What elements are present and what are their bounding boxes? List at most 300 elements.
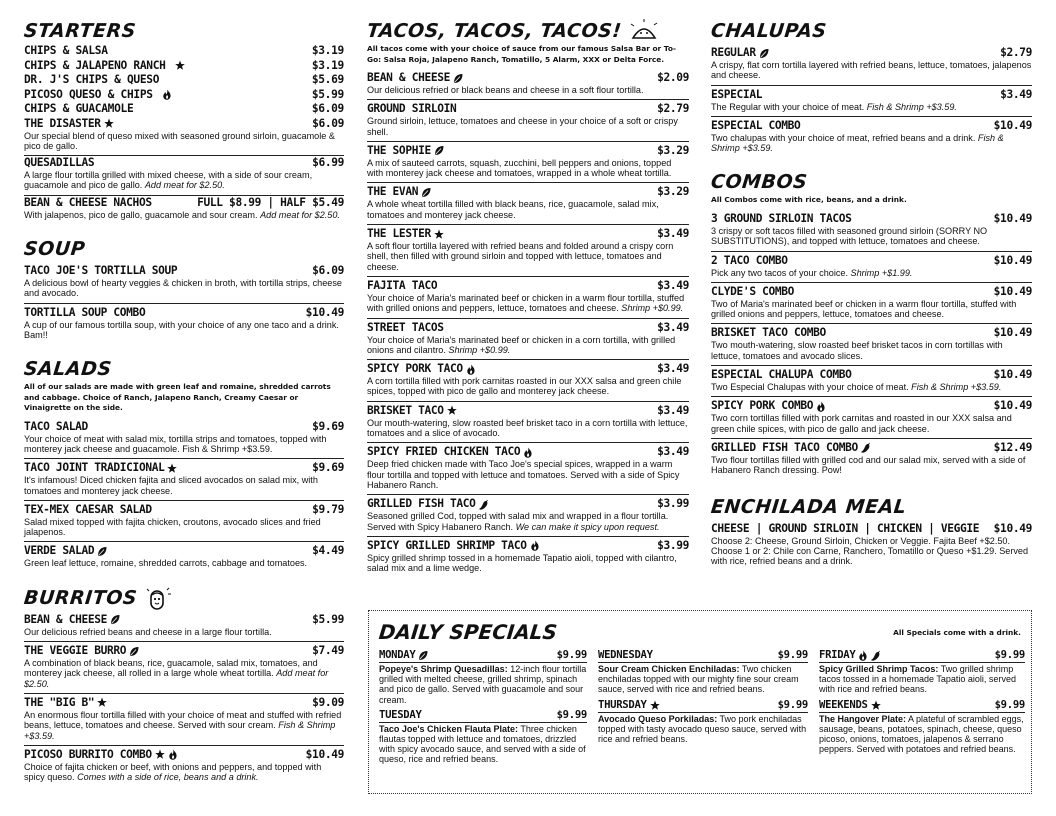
- star-icon: [104, 118, 114, 129]
- menu-item: [367, 100, 689, 142]
- flame-icon: [530, 540, 540, 551]
- item-name: [711, 441, 871, 455]
- item-name-text: GROUND SIRLOIN: [367, 102, 457, 116]
- special-day-text: FRIDAY: [819, 649, 856, 661]
- menu-item: [367, 495, 689, 537]
- item-extra: Comes with a side of rice, beans and a drink.: [77, 772, 259, 783]
- item-name: [711, 46, 769, 60]
- salads-note: All of our salads are made with green leaf and romaine, shredded carrots and cabbage. Choice of Ranch, Jalapeno Ranch, Creamy Caesar or Vinaigrette on the side.: [24, 382, 331, 413]
- menu-item: [367, 443, 689, 495]
- item-price: $9.79: [312, 502, 344, 516]
- flame-icon: [858, 650, 868, 661]
- menu-item: [24, 59, 344, 74]
- menu-item: [24, 501, 344, 543]
- special-dish: Popeye's Shrimp Quesadillas:: [379, 664, 508, 674]
- item-desc-text: Two Especial Chalupas with your choice of meat.: [711, 382, 909, 393]
- flame-icon: [816, 401, 826, 412]
- item-price: $5.99: [312, 612, 344, 626]
- item-price: $3.99: [657, 497, 689, 511]
- tacos-note: All tacos come with your choice of sauce from our famous Salsa Bar or To-Go: Salsa Roja, Jalapeno Ranch, Tomatillo, 5 Alarm, XXX or Delta Force.: [367, 44, 676, 64]
- item-price: FULL $8.99 | HALF $5.49: [197, 195, 344, 209]
- special-friday: [819, 649, 1025, 695]
- item-name-text: GRILLED FISH TACO COMBO: [711, 440, 858, 454]
- star-icon: [447, 405, 457, 416]
- item-name: [24, 117, 114, 131]
- menu-item: [24, 459, 344, 501]
- salads-title: SALADS: [22, 358, 113, 381]
- item-price: $6.99: [312, 156, 344, 170]
- menu-item: [367, 319, 689, 361]
- item-name: [711, 254, 788, 268]
- item-description: [24, 710, 344, 741]
- special-description: [819, 713, 1025, 755]
- pepper-icon: [479, 499, 489, 510]
- special-day: [819, 649, 881, 662]
- starters-list: [24, 44, 344, 224]
- special-description: [598, 663, 808, 695]
- item-name-text: TORTILLA SOUP COMBO: [24, 305, 146, 319]
- item-desc-text: Two of Maria's marinated beef or chicken in a warm flour tortilla, stuffed with grilled onions and peppers, lettuce, tomatoes and cheese.: [711, 298, 1017, 320]
- item-name: CHIPS & JALAPENO RANCH: [24, 59, 185, 74]
- item-name-text: TACO SALAD: [24, 419, 88, 433]
- item-description: [24, 475, 344, 496]
- menu-item: [367, 402, 689, 444]
- star-icon: [650, 700, 660, 711]
- menu-item: [711, 439, 1032, 480]
- menu-item: [711, 520, 1032, 571]
- tacos-list: [367, 69, 689, 577]
- item-price: $3.29: [657, 185, 689, 199]
- chalupas-title: CHALUPAS: [709, 20, 828, 42]
- item-name: PICOSO QUESO & CHIPS: [24, 88, 172, 103]
- menu-column-left: [24, 18, 344, 798]
- special-description: [598, 713, 808, 745]
- item-price: $2.09: [657, 71, 689, 84]
- item-price: $6.09: [312, 263, 344, 277]
- item-desc-text: Two corn tortillas filled with pork carnitas and roasted in our XXX salsa and green chile spices, with pico de gallo and jack cheese.: [711, 413, 1012, 434]
- item-price: $3.49: [657, 445, 689, 459]
- starters-title: STARTERS: [22, 20, 138, 42]
- enchilada-list: [711, 520, 1032, 571]
- item-description: [711, 413, 1032, 434]
- special-day: [379, 709, 422, 722]
- item-desc-text: Choice of fajita chicken or beef, with onions and peppers, and topped with spicy queso.: [24, 761, 322, 783]
- special-day-text: MONDAY: [379, 649, 416, 661]
- leaf-icon: [759, 48, 769, 59]
- item-name: [367, 279, 437, 293]
- combos-list: [711, 210, 1032, 480]
- menu-item: [24, 418, 344, 460]
- enchilada-section: [711, 494, 1032, 571]
- item-price: $2.79: [1000, 46, 1032, 59]
- specials-column: [819, 649, 1025, 769]
- item-desc-text: With jalapenos, pico de gallo, guacamole and sour cream.: [24, 209, 258, 220]
- item-description: [711, 340, 1032, 361]
- item-extra: Shrimp +$0.99.: [448, 344, 511, 355]
- menu-item: [24, 156, 344, 196]
- item-desc-text: Two mouth-watering, slow roasted beef brisket tacos in corn tortillas with lettuce, tomatoes and avocado slices.: [711, 340, 1003, 361]
- item-name-text: SPICY GRILLED SHRIMP TACO: [367, 538, 527, 552]
- menu-item: [24, 44, 344, 59]
- leaf-icon: [97, 546, 107, 557]
- special-desc-text: A plateful of scrambled eggs, sausage, beans, potatoes, spinach, cheese, queso picoso, onions, tomatoes, jalapenos & serrano peppers. Served with potatoes and refried beans.: [819, 713, 1024, 755]
- item-description: [367, 553, 689, 574]
- item-description: [367, 158, 689, 179]
- tacos-section: [367, 18, 689, 577]
- item-description: [711, 133, 1032, 154]
- special-desc-text: 12-inch flour tortilla grilled with melted cheese, grilled shrimp, spinach and pico de gallo. Served with guacamole and sour cream.: [379, 664, 587, 705]
- burrito-mascot-icon: [143, 585, 175, 611]
- item-name: [367, 185, 431, 199]
- item-description: [24, 278, 344, 299]
- special-desc-text: Two chicken enchiladas topped with our mighty fine sour cream sauce, served with rice and refried beans.: [598, 664, 799, 695]
- chalupas-section: [711, 18, 1032, 157]
- item-price: $6.09: [312, 116, 344, 130]
- item-name-text: BRISKET TACO COMBO: [711, 326, 826, 340]
- special-dish: The Hangover Plate:: [819, 713, 907, 724]
- specials-column: [598, 649, 808, 769]
- item-desc-text: Two chalupas with your choice of meat, refried beans and a drink.: [711, 132, 976, 143]
- item-price: $9.09: [312, 695, 344, 709]
- salads-section: [24, 356, 344, 573]
- item-name-text: THE SOPHIE: [367, 143, 431, 157]
- item-desc-text: Our delicious refried or black beans and cheese in a soft flour tortilla.: [367, 85, 644, 95]
- item-name-text: 3 GROUND SIRLOIN TACOS: [711, 211, 852, 225]
- item-desc-text: A crispy, flat corn tortilla layered with refried beans, lettuce, tomatoes, jalapenos and cheese.: [711, 60, 1032, 81]
- item-price: $10.49: [993, 399, 1032, 413]
- special-dish: Spicy Grilled Shrimp Tacos:: [819, 664, 939, 674]
- item-name-text: BEAN & CHEESE: [24, 612, 108, 626]
- item-name-text: BEAN & CHEESE: [367, 71, 451, 84]
- item-desc-text: Two flour tortillas filled with grilled cod and our salad mix, served with a side of Habanero Ranch dressing. Pow!: [711, 454, 1026, 476]
- special-price: $9.99: [777, 698, 808, 711]
- item-description: [24, 627, 344, 637]
- menu-item: [711, 44, 1032, 86]
- chalupas-list: [711, 44, 1032, 157]
- item-name: [711, 212, 851, 226]
- item-name: [24, 696, 107, 710]
- item-price: $10.49: [305, 305, 344, 319]
- item-extra: Fish & Shrimp +$3.59.: [24, 720, 336, 741]
- item-desc-text: Our mouth-watering, slow roasted beef brisket taco in a corn tortilla with lettuce, tomatoes and a slice of avocado.: [367, 417, 688, 439]
- item-name-text: 2 TACO COMBO: [711, 253, 788, 267]
- item-name-text: THE DISASTER: [24, 116, 101, 130]
- soup-list: [24, 262, 344, 344]
- item-desc-text: A soft flour tortilla layered with refried beans and folded around a crispy corn shell, then filled with ground sirloin and topped with lettuce, tomatoes and cheese.: [367, 241, 674, 272]
- item-name-text: SPICY PORK COMBO: [711, 399, 814, 413]
- item-name: [367, 497, 489, 511]
- item-desc-text: Your choice of Maria's marinated beef or chicken in a warm flour tortilla, stuffed with grilled onions and peppers, lettuce, tomatoes and cheese.: [367, 292, 685, 314]
- menu-item: [367, 142, 689, 184]
- salads-list: [24, 418, 344, 573]
- item-description: [24, 170, 344, 191]
- special-price: $9.99: [994, 649, 1025, 661]
- item-name: [711, 522, 979, 536]
- menu-item: [711, 117, 1032, 158]
- item-price: $3.29: [657, 143, 689, 157]
- item-name-text: SPICY FRIED CHICKEN TACO: [367, 445, 521, 459]
- menu-item: [711, 283, 1032, 325]
- item-description: [711, 382, 1032, 392]
- menu-item: [24, 642, 344, 694]
- item-price: $4.49: [312, 544, 344, 558]
- menu-item: [367, 69, 689, 100]
- menu-item: [24, 694, 344, 746]
- item-name: [367, 71, 463, 85]
- item-price: $9.69: [312, 461, 344, 475]
- item-extra: Add meat for $2.50.: [260, 209, 340, 220]
- item-desc-text: Salad mixed topped with fajita chicken, croutons, avocado slices and fried jalapenos.: [24, 516, 321, 538]
- menu-item: [24, 304, 344, 345]
- item-description: [367, 459, 689, 490]
- item-desc-text: Choose 2: Cheese, Ground Sirloin, Chicken or Veggie. Fajita Beef +$2.50. Choose 1 or 2: Chile con Carne, Ranchero, Tomatillo or Queso +$1.29. Served with rice, refried beans and a drink.: [711, 535, 1029, 567]
- item-name-text: CLYDE'S COMBO: [711, 284, 795, 298]
- item-description: [24, 762, 344, 783]
- item-name: [24, 420, 88, 434]
- item-name: [367, 445, 533, 459]
- special-price: $9.99: [556, 708, 587, 721]
- item-name-text: TEX-MEX CAESAR SALAD: [24, 502, 152, 516]
- item-description: [24, 658, 344, 689]
- item-desc-text: A combination of black beans, rice, guacamole, salad mix, tomatoes, and monterey jack cheese, all rolled in a large whole wheat tortilla.: [24, 658, 318, 679]
- special-desc-text: Two grilled shrimp tacos tossed in a homemade Tapatio aioli, served with rice and refried beans.: [819, 664, 1016, 695]
- item-desc-text: A mix of sauteed carrots, squash, zucchini, bell peppers and onions, topped with monterey jack cheese and tomatoes, wrapped in a whole wheat tortilla.: [367, 157, 672, 179]
- star-icon: [167, 463, 177, 474]
- menu-item: [24, 611, 344, 642]
- item-desc-text: Our special blend of queso mixed with seasoned ground sirloin, guacamole & pico de gallo.: [24, 130, 335, 151]
- item-price: $10.49: [305, 747, 344, 761]
- special-dish: Sour Cream Chicken Enchiladas:: [598, 664, 740, 674]
- item-price: $9.69: [312, 419, 344, 433]
- item-description: [24, 320, 344, 341]
- special-desc-text: Two pork enchiladas topped with tasty avocado queso sauce, served with rice and refried beans.: [598, 713, 807, 745]
- item-name: [367, 102, 456, 116]
- item-description: [711, 536, 1032, 567]
- item-price: $3.49: [657, 278, 689, 292]
- special-price: $9.99: [556, 649, 587, 661]
- item-description: [711, 226, 1032, 247]
- combos-section: [711, 169, 1032, 479]
- soup-title: SOUP: [22, 237, 87, 260]
- item-name: [711, 119, 800, 133]
- menu-item: [24, 262, 344, 304]
- leaf-icon: [129, 646, 139, 657]
- leaf-icon: [421, 187, 431, 198]
- menu-item: [711, 366, 1032, 397]
- taco-mascot-icon: [628, 18, 660, 44]
- item-price: $10.49: [993, 211, 1032, 225]
- star-icon: [434, 229, 444, 240]
- menu-column-middle: [367, 18, 689, 589]
- item-extra: We can make it spicy upon request.: [515, 521, 660, 532]
- special-day: [819, 699, 881, 712]
- special-day-text: TUESDAY: [379, 708, 422, 721]
- item-desc-text: Seasoned grilled Cod, topped with salad mix and wrapped in a flour tortilla. Served with Spicy Habanero Ranch.: [367, 511, 669, 532]
- item-name: [711, 88, 762, 102]
- pepper-icon: [861, 442, 871, 453]
- menu-item: [367, 360, 689, 402]
- item-description: [367, 116, 689, 137]
- item-extra: Shrimp +$1.99.: [850, 267, 913, 278]
- item-name: [367, 404, 457, 418]
- item-desc-text: Your choice of Maria's marinated beef or chicken in a corn tortilla, with grilled onions and cilantro.: [367, 334, 676, 355]
- starters-section: [24, 18, 344, 224]
- menu-item: [711, 86, 1032, 117]
- special-weekends: [819, 699, 1025, 755]
- special-monday: [379, 649, 587, 705]
- special-day-text: WEEKENDS: [819, 698, 868, 711]
- item-desc-text: It's infamous! Diced chicken fajita and sliced avocados on salad mix, with tomatoes and monterey jack cheese.: [24, 475, 318, 496]
- menu-item: [24, 542, 344, 572]
- menu-item: [24, 746, 344, 787]
- item-desc-text: Pick any two tacos of your choice.: [711, 267, 848, 278]
- item-desc-text: A delicious bowl of hearty veggies & chicken in broth, with tortilla strips, cheese and avocado.: [24, 277, 342, 299]
- item-desc-text: Deep fried chicken made with Taco Joe's special spices, wrapped in a warm flour tortilla and topped with lettuce and tomatoes. Served with a side of Spicy Habanero Ranch.: [367, 459, 680, 490]
- item-name-text: ESPECIAL CHALUPA COMBO: [711, 368, 852, 382]
- star-icon: [871, 700, 881, 711]
- item-extra: Fish & Shrimp +$3.59.: [911, 382, 1002, 393]
- special-description: [819, 663, 1025, 695]
- item-name: CHIPS & SALSA: [24, 44, 108, 57]
- item-price: $2.79: [657, 102, 689, 116]
- menu-item: [711, 397, 1032, 439]
- menu-item: [24, 88, 344, 103]
- item-description: [367, 199, 689, 220]
- item-extra: Add meat for $2.50.: [24, 668, 329, 689]
- item-name-text: PICOSO BURRITO COMBO: [24, 747, 152, 761]
- item-name-text: VERDE SALAD: [24, 544, 95, 558]
- item-name: [367, 227, 444, 241]
- item-price: $3.49: [657, 403, 689, 417]
- daily-specials-box: [368, 610, 1032, 794]
- burritos-list: [24, 611, 344, 787]
- tacos-title: TACOS, TACOS, TACOS!: [365, 20, 623, 42]
- flame-icon: [523, 447, 533, 458]
- menu-item: [711, 210, 1032, 252]
- item-price: $5.69: [311, 73, 344, 86]
- item-price: $10.49: [993, 253, 1032, 267]
- item-desc-text: A whole wheat tortilla filled with black beans, rice, guacamole, salad mix, tomatoes and monterey jack cheese.: [367, 199, 659, 220]
- item-name: [711, 368, 851, 382]
- item-description: [24, 517, 344, 538]
- item-desc-text: The Regular with your choice of meat.: [711, 101, 865, 112]
- item-price: $3.99: [657, 538, 689, 552]
- item-desc-text: Ground sirloin, lettuce, tomatoes and cheese in your choice of a soft or crispy shell.: [367, 116, 678, 137]
- enchilada-title: ENCHILADA MEAL: [709, 495, 908, 518]
- item-extra: Shrimp +$0.99.: [621, 303, 684, 314]
- item-description: [711, 268, 1032, 278]
- menu-item: [24, 73, 344, 88]
- item-description: [711, 299, 1032, 320]
- item-name: [24, 644, 139, 658]
- special-wednesday: [598, 649, 808, 695]
- menu-column-right: [711, 18, 1032, 582]
- flame-icon: [466, 364, 476, 375]
- item-name-text: TACO JOINT TRADICIONAL: [24, 461, 165, 475]
- item-desc-text: A cup of our famous tortilla soup, with your choice of any one taco and a drink. Bam!!: [24, 319, 339, 340]
- item-name: DR. J'S CHIPS & QUESO: [24, 73, 160, 86]
- special-description: [379, 723, 587, 765]
- special-description: [379, 663, 587, 705]
- special-tuesday: [379, 709, 587, 765]
- item-name-text: QUESADILLAS: [24, 156, 95, 170]
- item-desc-text: Your choice of meat with salad mix, tortilla strips and tomatoes, topped with monterey jack cheese and guacamole. Fish & Shrimp +$3.59.: [24, 433, 327, 454]
- item-name-text: THE "BIG B": [24, 695, 95, 709]
- item-desc-text: A large flour tortilla grilled with mixed cheese, with a side of sour cream, guacamole and pico de gallo.: [24, 170, 313, 191]
- burritos-section: [24, 585, 344, 787]
- special-day: [379, 649, 428, 662]
- item-description: [367, 418, 689, 439]
- item-name: CHIPS & GUACAMOLE: [24, 102, 134, 115]
- item-name-text: THE EVAN: [367, 185, 419, 199]
- item-name-text: CHEESE | GROUND SIRLOIN | CHICKEN | VEGGIE: [711, 521, 980, 535]
- item-name: [367, 362, 476, 376]
- item-price: $7.49: [312, 644, 344, 658]
- menu-item: [367, 225, 689, 277]
- menu-item: [24, 117, 344, 157]
- specials-grid: [379, 649, 1025, 769]
- item-name: [367, 539, 540, 553]
- item-name: [24, 544, 107, 558]
- item-name-text: BRISKET TACO: [367, 403, 444, 417]
- item-description: [711, 60, 1032, 81]
- menu-item: [367, 537, 689, 578]
- menu-item: [367, 183, 689, 225]
- menu-item: [24, 102, 344, 117]
- item-price: $6.09: [311, 102, 344, 115]
- item-name-text: BEAN & CHEESE NACHOS: [24, 195, 152, 209]
- soup-section: [24, 236, 344, 344]
- item-name-text: THE VEGGIE BURRO: [24, 644, 127, 658]
- item-desc-text: Spicy grilled shrimp tossed in a homemade Tapatio aioli, topped with cilantro, salad mix and a lime wedge.: [367, 552, 677, 574]
- leaf-icon: [110, 614, 120, 625]
- item-description: [367, 241, 689, 272]
- combos-title: COMBOS: [709, 171, 809, 194]
- special-day: [598, 649, 653, 662]
- item-description: [367, 293, 689, 314]
- item-price: $3.19: [311, 44, 344, 57]
- item-price: $10.49: [993, 118, 1032, 132]
- item-name-text: SPICY PORK TACO: [367, 362, 463, 376]
- item-desc-text: A corn tortilla filled with pork carnitas roasted in our XXX salsa and green chile spices, topped with pico de gallo and monterey jack cheese.: [367, 376, 682, 397]
- item-description: [24, 434, 344, 455]
- item-name: [24, 613, 120, 627]
- item-price: $12.49: [993, 440, 1032, 454]
- star-icon: [155, 749, 165, 760]
- item-extra: Fish & Shrimp +$3.59.: [711, 132, 1004, 154]
- menu-item: [711, 252, 1032, 283]
- item-name: [24, 156, 94, 170]
- item-price: $3.49: [1000, 87, 1032, 101]
- item-description: [711, 455, 1032, 476]
- item-description: [24, 558, 344, 568]
- item-extra: Fish & Shrimp +$3.59.: [866, 101, 957, 112]
- item-price: $3.19: [311, 58, 344, 72]
- pepper-icon: [871, 650, 881, 661]
- item-price: $3.49: [657, 320, 689, 334]
- item-price: $10.49: [993, 284, 1032, 298]
- item-name: [24, 503, 152, 517]
- special-day-text: THURSDAY: [598, 698, 647, 711]
- menu-item: [24, 196, 344, 224]
- item-desc-text: Our delicious refried beans and cheese in a large flour tortilla.: [24, 626, 272, 637]
- item-price: $10.49: [993, 521, 1032, 535]
- item-name: [711, 285, 794, 299]
- item-name: [24, 196, 152, 210]
- star-icon: [97, 697, 107, 708]
- special-day-text: WEDNESDAY: [598, 649, 653, 661]
- leaf-icon: [418, 650, 428, 661]
